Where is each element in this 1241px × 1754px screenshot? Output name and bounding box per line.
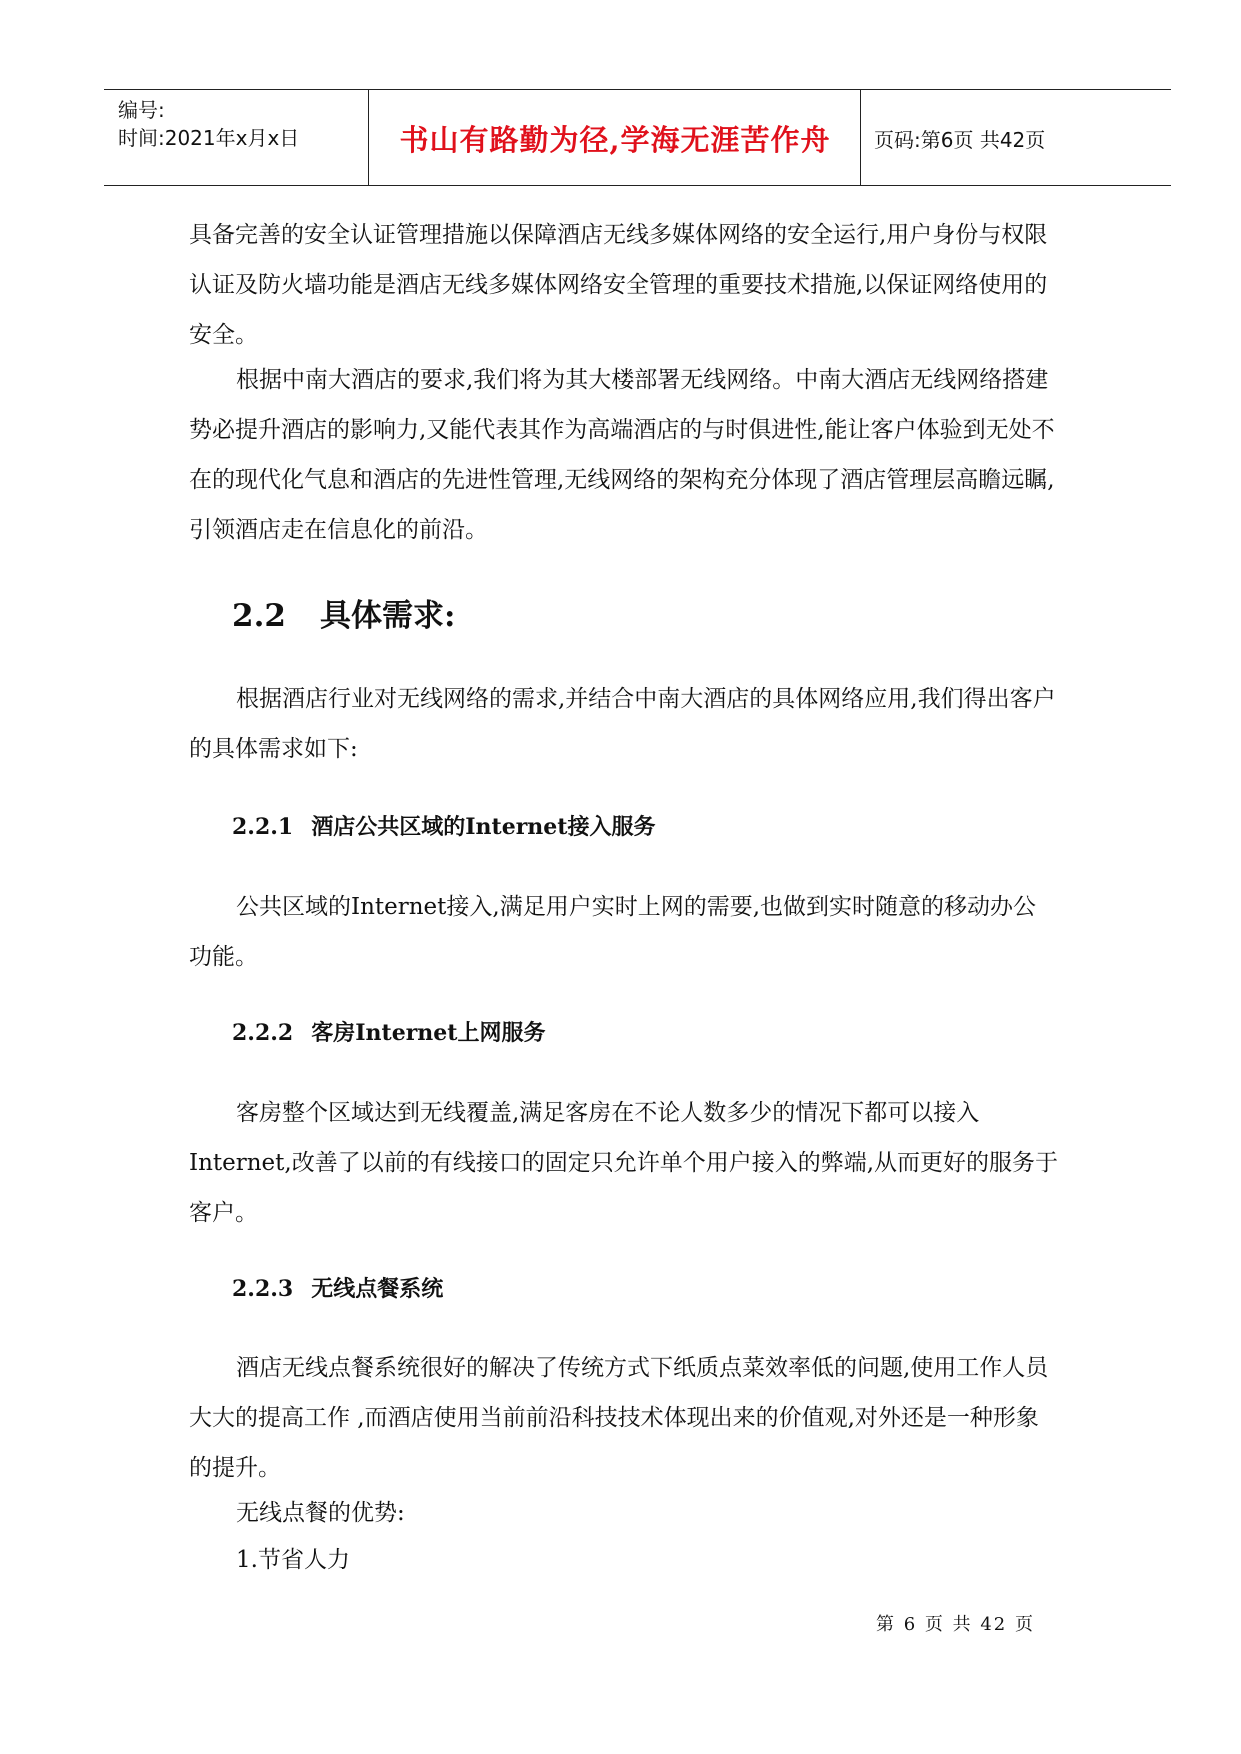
header-number-label: 编号: (118, 98, 165, 122)
paragraph-public-area: 公共区域的Internet接入,满足用户实时上网的需要,也做到实时随意的移动办公功能。 (189, 894, 1037, 970)
section-title: 具体需求: (320, 598, 456, 634)
section-number: 2.2 (232, 598, 286, 634)
subsection-number: 2.2.3 (232, 1276, 294, 1302)
header-divider (368, 90, 369, 185)
header-time-label: 时间:2021年x月x日 (118, 126, 300, 150)
subsection-number: 2.2.2 (232, 1020, 294, 1046)
page-header (104, 89, 1171, 186)
subsection-heading-2-2-1 (232, 810, 655, 841)
page-footer: 第 6 页 共 42 页 (876, 1614, 1035, 1635)
paragraph-list-item: 1.节省人力 (236, 1547, 350, 1573)
header-divider (860, 90, 861, 185)
header-page-label: 页码:第6页 共42页 (874, 128, 1046, 152)
paragraph-wireless-ordering: 酒店无线点餐系统很好的解决了传统方式下纸质点菜效率低的问题,使用工作人员大大的提高工作 ,而酒店使用当前前沿科技技术体现出来的价值观,对外还是一种形象的提升。 (189, 1355, 1049, 1481)
paragraph-guest-room: 客房整个区域达到无线覆盖,满足客房在不论人数多少的情况下都可以接入Internet,改善了以前的有线接口的固定只允许单个用户接入的弊端,从而更好的服务于客户。 (189, 1100, 1059, 1226)
subsection-title: 客房Internet上网服务 (311, 1020, 546, 1046)
header-motto: 书山有路勤为径,学海无涯苦作舟 (399, 123, 831, 157)
paragraph-requirements-intro: 根据酒店行业对无线网络的需求,并结合中南大酒店的具体网络应用,我们得出客户的具体需求如下: (189, 686, 1056, 762)
subsection-heading-2-2-2 (232, 1016, 545, 1047)
paragraph-deployment: 根据中南大酒店的要求,我们将为其大楼部署无线网络。中南大酒店无线网络搭建势必提升酒店的影响力,又能代表其作为高端酒店的与时俱进性,能让客户体验到无处不在的现代化气息和酒店的先进性管理,无线网络的架构充分体现了酒店管理层高瞻远瞩,引领酒店走在信息化的前沿。 (189, 367, 1055, 543)
section-heading (232, 590, 455, 635)
paragraph-advantages: 无线点餐的优势: (236, 1500, 405, 1526)
subsection-heading-2-2-3 (232, 1272, 443, 1303)
paragraph-security: 具备完善的安全认证管理措施以保障酒店无线多媒体网络的安全运行,用户身份与权限认证及防火墙功能是酒店无线多媒体网络安全管理的重要技术措施,以保证网络使用的安全。 (189, 222, 1048, 348)
subsection-number: 2.2.1 (232, 814, 294, 840)
subsection-title: 酒店公共区域的Internet接入服务 (311, 814, 656, 840)
subsection-title: 无线点餐系统 (311, 1276, 444, 1302)
header-meta (118, 90, 368, 185)
